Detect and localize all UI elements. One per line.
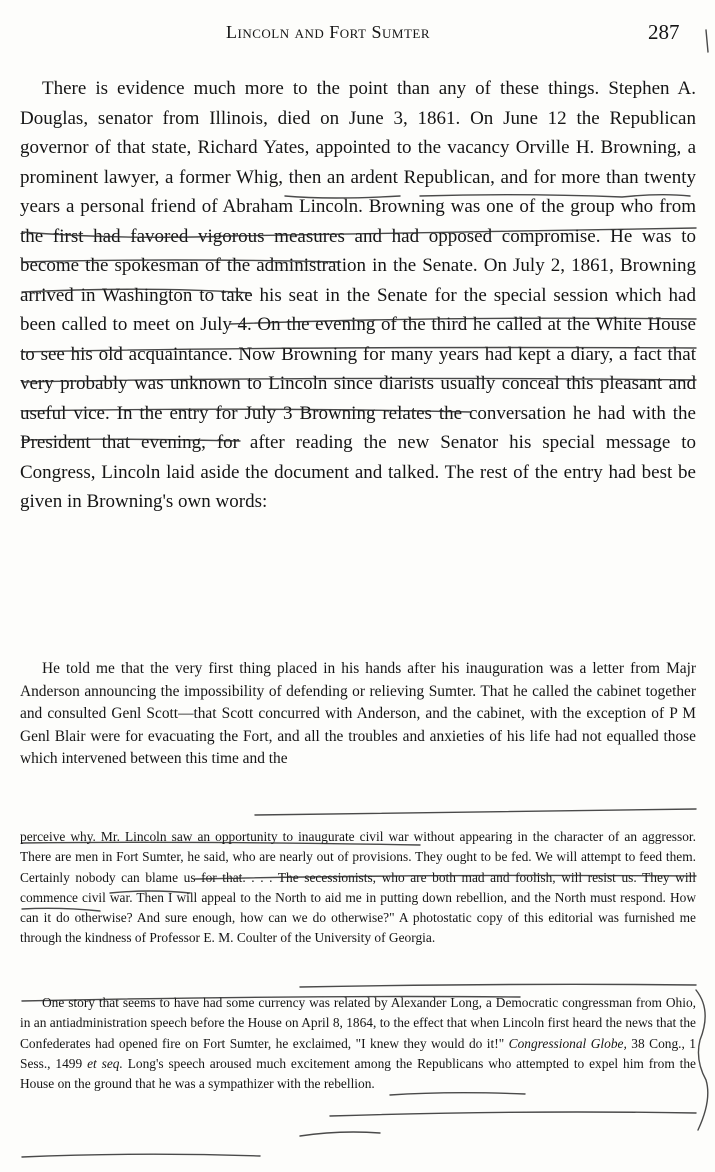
underline-mark bbox=[300, 1132, 380, 1136]
footnote-citation: 38 Cong., 1 Sess., 1499 bbox=[20, 1035, 697, 1071]
footnote-continued: perceive why. Mr. Lincoln saw an opportunity to inaugurate civil war without appearing in the character of an aggressor. There are men in Fort Sumter, he said, who are nearly out of provisions. They ought to be fed. We will attempt to feed them. Certainly nobody can blame us for that. . . . The secessionists, who are both mad and foolish, will resist us. They will commence civil war. Then I will appeal to the North to aid me in putting down rebellion, and the North must respond. How can it do otherwise? And sure enough, how can we do otherwise?" A photostatic copy of this editorial was furnished me through the kindness of Professor E. M. Coulter of the University of Georgia. bbox=[20, 829, 696, 946]
footnote-long-story bbox=[20, 993, 696, 1094]
underline-mark bbox=[330, 1112, 696, 1116]
body-paragraph: There is evidence much more to the point than any of these things. Stephen A. Douglas, senator from Illinois, died on June 3, 1861. On June 12 the Republican governor of that state, Richard Yates, appointed to the vacancy Orville H. Browning, a prominent lawyer, a former Whig, then an ardent Republican, and for more than twenty years a personal friend of Abraham Lincoln. Browning was one of the group who from the first had favored vigorous measures and had opposed compromise. He was to become the spokesman of the administration in the Senate. On July 2, 1861, Browning arrived in Washington to take his seat in the Senate for the special session which had been called to meet on July 4. On the evening of the third he called at the White House to see his old acquaintance. Now Browning for many years had kept a diary, a fact that very probably was unknown to Lincoln since diarists usually conceal this pleasant and useful vice. In the entry for July 3 Browning relates the conversation he had with the President that evening, for after reading the new Senator his special message to Congress, Lincoln laid aside the document and talked. The rest of the entry had best be given in Browning's own words: bbox=[20, 78, 696, 512]
underline-mark bbox=[300, 984, 696, 987]
footnote-text-end: Long's speech aroused much excitement among the Republicans who attempted to expel him from the House on the ground that he was a sympathizer with the rebellion. bbox=[20, 1055, 696, 1092]
margin-bracket-mark bbox=[696, 990, 708, 1130]
underline-mark bbox=[22, 1154, 260, 1157]
footnote-text: One story that seems to have had some currency was related by Alexander Long, a Democratic congressman from Ohio, in an antiadministration speech before the House on April 8, 1864, to the effect that when Lincoln first heard the news that the Confederates had opened fire on Fort Sumter, he exclaimed, "I knew they would do it!" bbox=[20, 995, 696, 1051]
underline-mark bbox=[255, 809, 696, 815]
page-number: 287 bbox=[648, 20, 680, 44]
footnote-source-title: Congressional Globe, bbox=[508, 1035, 627, 1051]
running-title: Lincoln and Fort Sumter bbox=[226, 22, 431, 42]
block-quotation: He told me that the very first thing placed in his hands after his inauguration was a letter from Majr Anderson announcing the impossibility of defending or relieving Sumter. That he called the cabinet together and consulted Genl Scott—that Scott concurred with Anderson, and the cabinet, with the exception of P M Genl Blair were for evacuating the Fort, and all the troubles and anxieties of his life had not equalled those which intervened between this time and the bbox=[20, 660, 696, 768]
footnote-et-seq: et seq. bbox=[87, 1055, 123, 1071]
page-header bbox=[0, 18, 715, 58]
